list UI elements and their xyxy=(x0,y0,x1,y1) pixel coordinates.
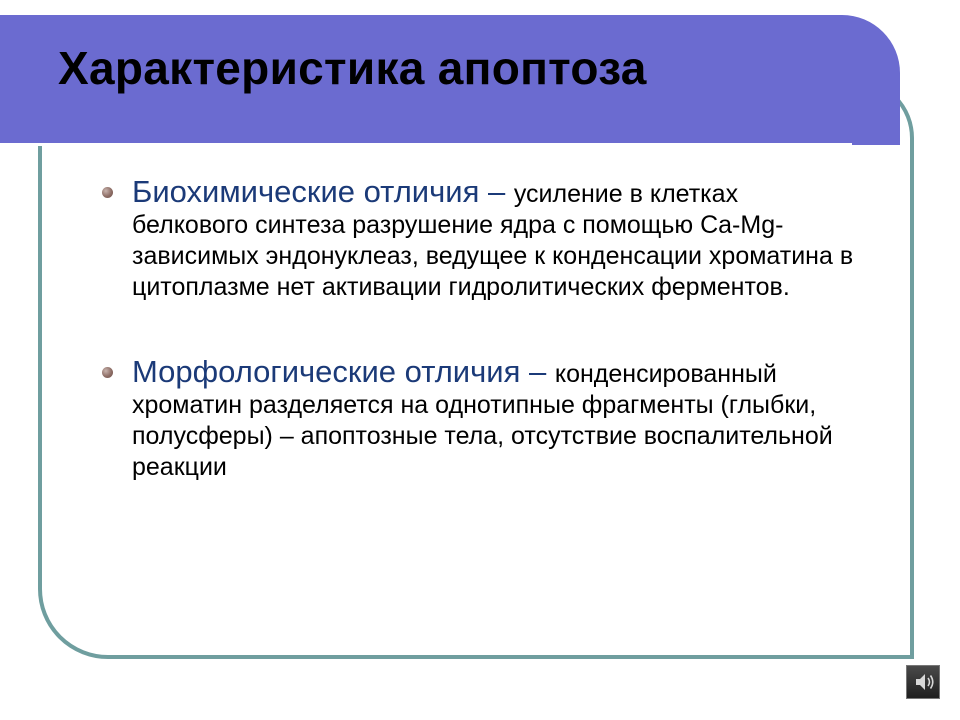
bullet-item-morphological xyxy=(100,355,860,483)
title-underline xyxy=(0,143,852,146)
bullet-list xyxy=(100,175,860,483)
sound-button[interactable] xyxy=(906,665,940,699)
slide-title: Характеристика апоптоза xyxy=(58,42,647,94)
speaker-icon xyxy=(907,666,939,698)
bullet-heading: Биохимические отличия – xyxy=(132,174,514,209)
bullet-dot-icon xyxy=(102,367,113,378)
bullet-dot-icon xyxy=(102,187,113,198)
bullet-item-biochemical xyxy=(100,175,860,303)
bullet-text: усиление в клетках белкового синтеза разрушение ядра с помощью Ca-Mg-зависимых эндонуклеаз, ведущее к конденсации хроматина в цитоплазме нет активации гидролитических ферментов. xyxy=(132,180,854,301)
bullet-text: конденсированный хроматин разделяется на однотипные фрагменты (глыбки, полусферы) – апоптозные тела, отсутствие воспалительной реакции xyxy=(132,360,833,481)
bullet-heading: Морфологические отличия – xyxy=(132,354,555,389)
